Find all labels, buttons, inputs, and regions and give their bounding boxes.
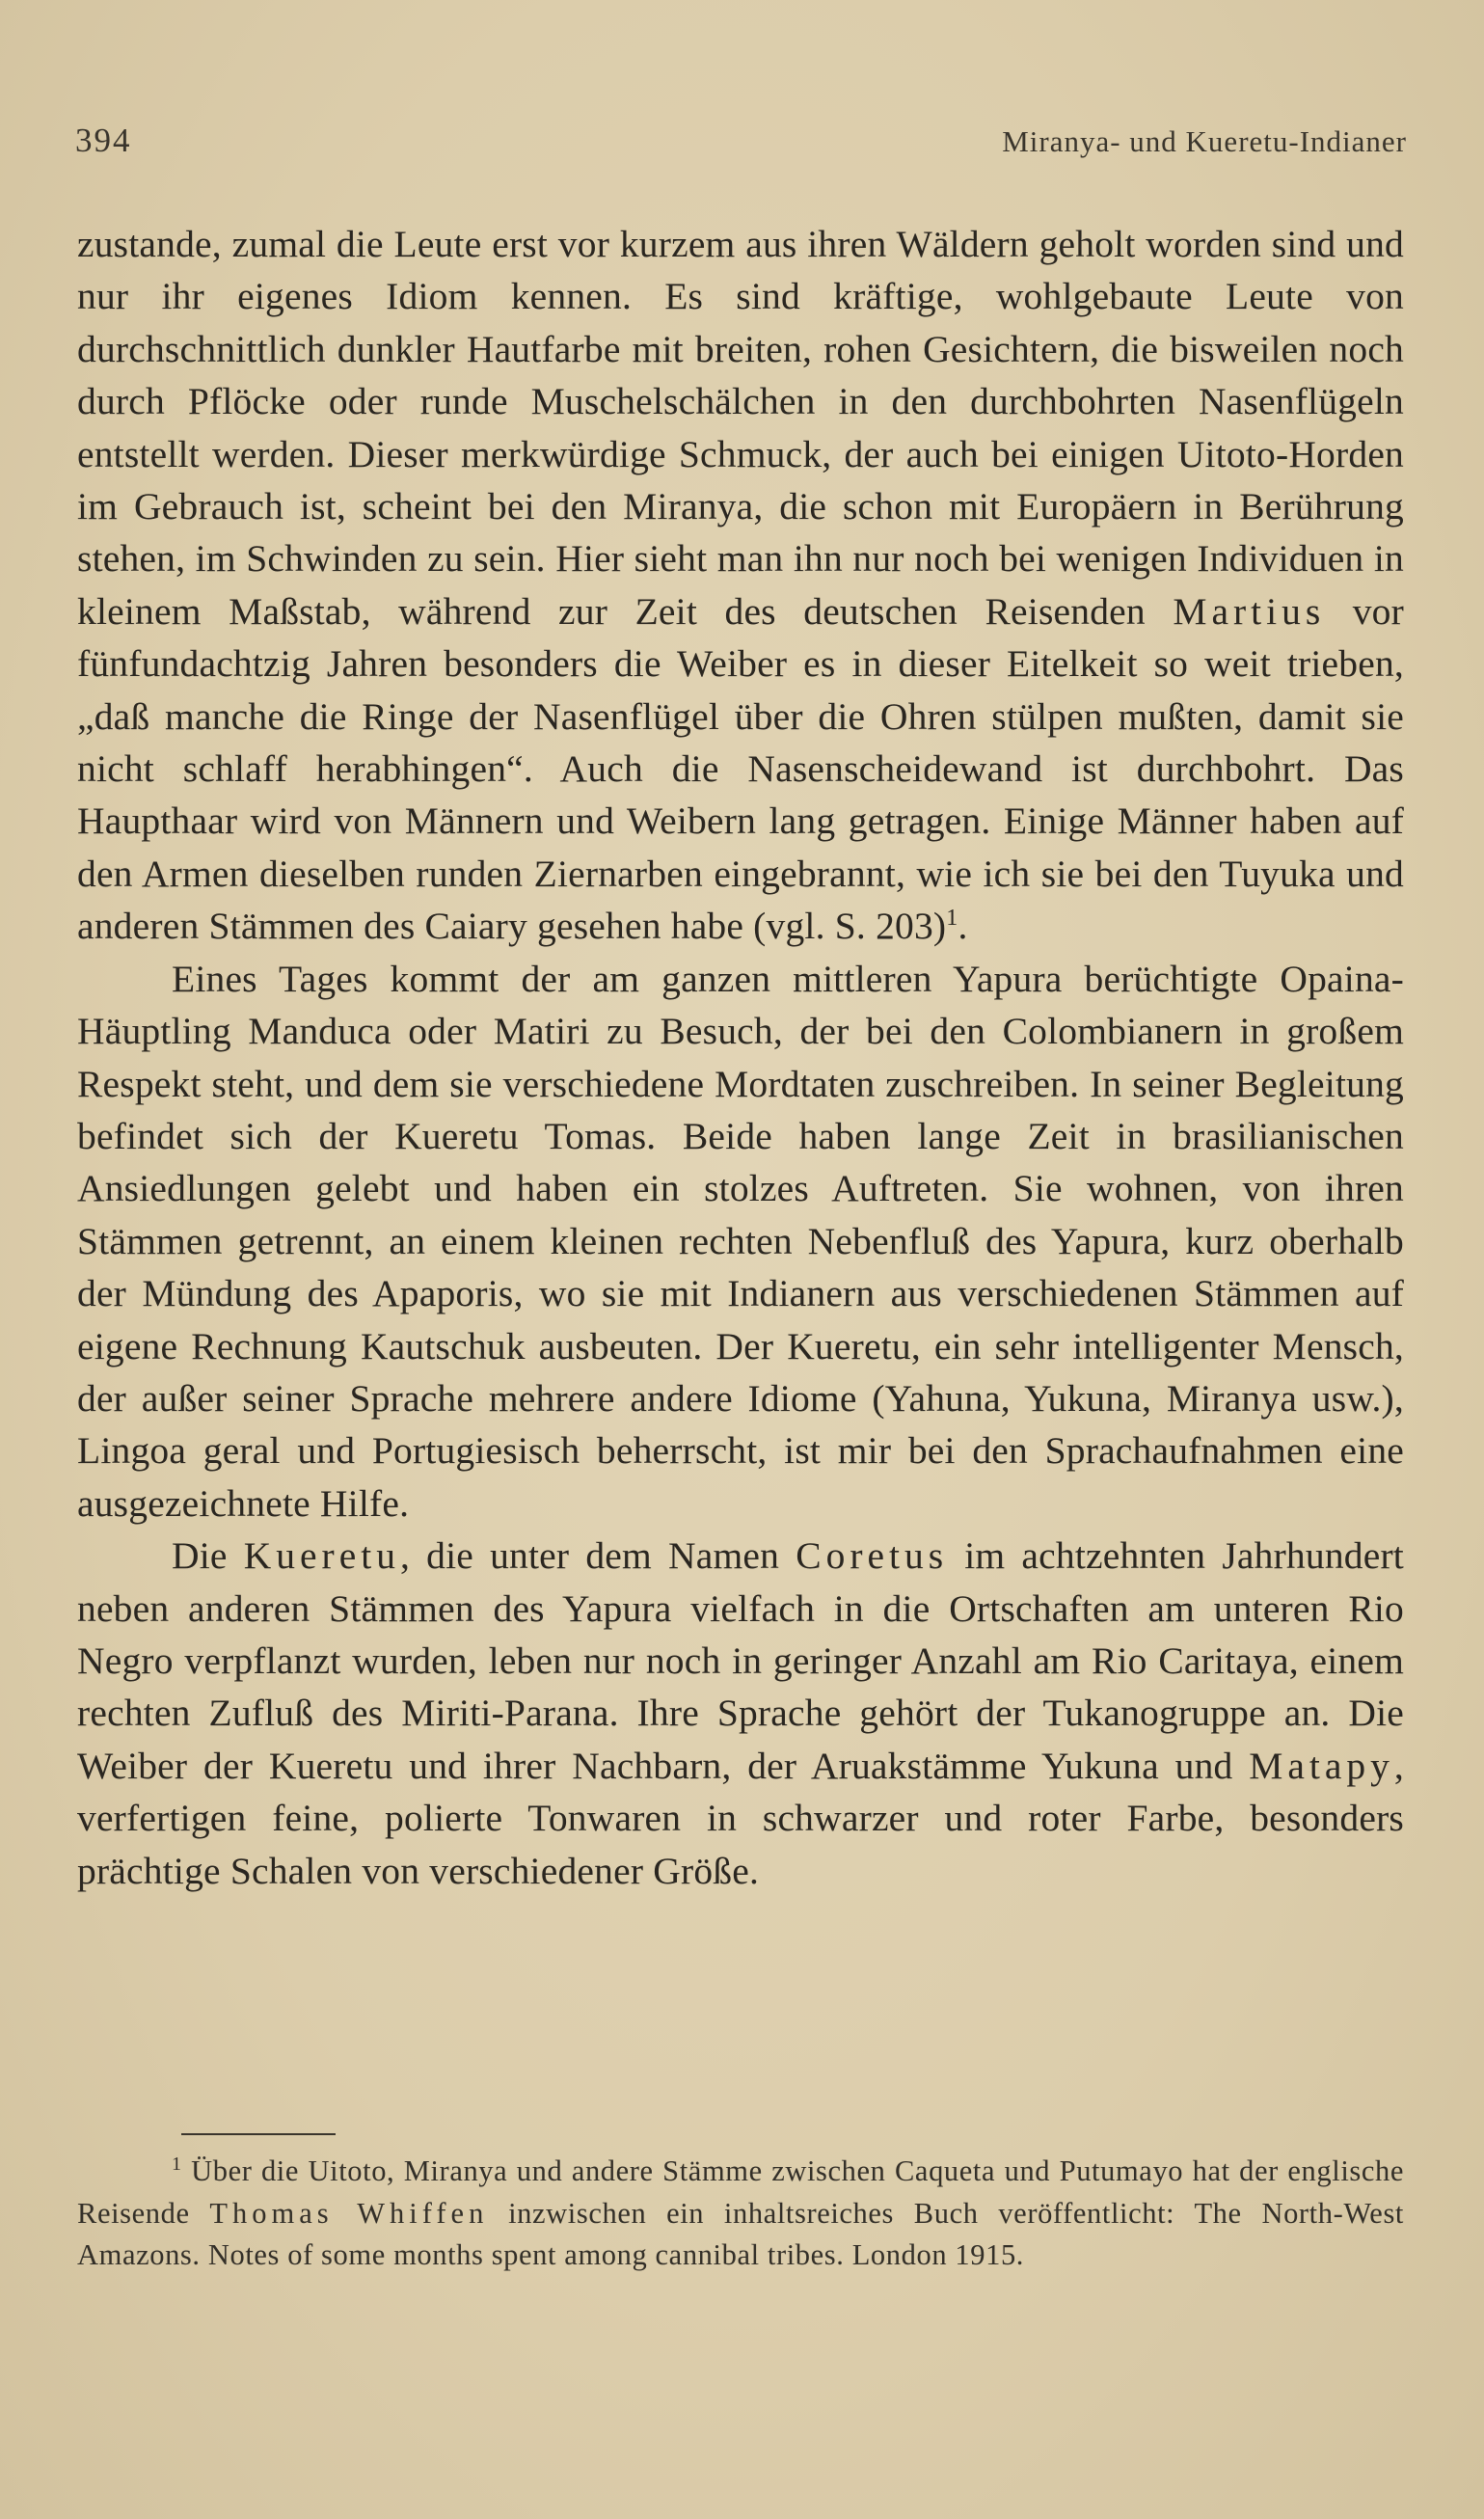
name-tukanogruppe: Tukanogruppe — [1042, 1692, 1266, 1735]
paragraph-2: Eines Tages kommt der am ganzen mittleren Yapura berüchtigte Opaina-Häuptling Manduca oder Matiri zu Besuch, der bei den Colombianern in großem Respekt steht, und dem sie verschiedene Mordtaten zuschreiben. In seiner Begleitung befindet sich der Kueretu Tomas. Beide haben lange Zeit in brasilianischen Ansiedlungen gelebt und haben ein stolzes Auftreten. Sie wohnen, von ihren Stämmen getrennt, an einem kleinen rechten Nebenfluß des Yapura, kurz oberhalb der Mündung des Apaporis, wo sie mit Indianern aus verschiedenen Stämmen auf eigene Rechnung Kautschuk ausbeuten. Der Kueretu, ein sehr intelligenter Mensch, der außer seiner Sprache mehrere andere Idiome (Yahuna, Yukuna, Miranya usw.), Lingoa geral und Portugiesisch beherrscht, ist mir bei den Sprachaufnahmen eine ausgezeichnete Hilfe. — [77, 957, 1404, 1525]
page-number: 394 — [75, 122, 132, 159]
running-title: Miranya- und Kueretu-Indianer — [1002, 124, 1407, 158]
footnote-paragraph — [77, 2151, 1404, 2277]
footnote-text-a: Über die Uitoto, Miranya und andere Stämme zwischen Caqueta und Putumayo hat der englische Reisende — [77, 2154, 1404, 2230]
paragraph-3-text-c: im achtzehnten Jahrhundert neben anderen Stämmen des Yapura vielfach in die Ortschaften am unteren Rio Negro verpflanzt wurden, leben nur noch in geringer Anzahl am Rio Caritaya, einem rechten Zufluß des Miriti-Parana. Ihre Sprache gehört der — [77, 1534, 1404, 1735]
paragraph-1-end: . — [958, 905, 968, 948]
spaced-name-thomas-whiffen: Thomas Whiffen — [209, 2196, 489, 2230]
paragraph-1-text-b: vor fünfundachtzig Jahren besonders die Weiber es in dieser Eitelkeit so weit trieben, „daß manche die Ringe der Nasenflügel über die Ohren stülpen mußten, damit sie nicht schlaff herabhingen“. Auch die Nasenscheidewand ist durchbohrt. Das Haupthaar wird von Männern und Weibern lang getragen. Einige Männer haben auf den Armen dieselben runden Ziernarben eingebrannt, wie ich sie bei den Tuyuka und anderen Stämmen des Caiary gesehen habe (vgl. S. 203) — [77, 589, 1404, 948]
footnote-divider — [181, 2133, 336, 2135]
spaced-name-kueretu: Kueretu — [243, 1534, 400, 1578]
spaced-name-matapy: Matapy — [1249, 1744, 1394, 1787]
main-text — [77, 218, 1404, 1897]
paragraph-3 — [77, 1530, 1404, 1897]
paragraph-3-text-e: , verfertigen feine, polierte Tonwaren in schwarzer und roter Farbe, besonders prächtige Schalen von verschiedener Größe. — [77, 1744, 1404, 1892]
paragraph-1-text-a: zustande, zumal die Leute erst vor kurzem aus ihren Wäldern geholt worden sind und nur ihr eigenes Idiom kennen. Es sind kräftige, wohlgebaute Leute von durchschnittlich dunkler Hautfarbe mit breiten, rohen Gesichtern, die bisweilen noch durch Pflöcke oder runde Muschelschälchen in den durchbohrten Nasenflügeln entstellt werden. Dieser merkwürdige Schmuck, der auch bei einigen Uitoto-Horden im Gebrauch ist, scheint bei den Miranya, die schon mit Europäern in Berührung stehen, im Schwinden zu sein. Hier sieht man ihn nur noch bei wenigen Individuen in kleinem Maßstab, während zur Zeit des deutschen Reisenden — [77, 223, 1404, 633]
spaced-name-coretus: Coretus — [796, 1534, 949, 1578]
footnote-reference: 1 — [946, 906, 958, 932]
paragraph-3-text-b: , die unter dem Namen — [399, 1534, 796, 1578]
paragraph-1 — [77, 218, 1404, 953]
footnote-marker: 1 — [172, 2153, 182, 2175]
footnote — [77, 2151, 1404, 2277]
page-header — [75, 122, 1407, 170]
paragraph-3-text-a: Die — [172, 1534, 244, 1578]
footnote-text-b: inzwischen ein inhaltsreiches Buch veröffentlicht: The North-West Amazons. Notes of some months spent among cannibal tribes. London 1915. — [77, 2196, 1404, 2271]
paragraph-3-text-d: an. Die Weiber der Kueretu und ihrer Nachbarn, der Aruakstämme Yukuna und — [77, 1692, 1404, 1787]
spaced-name-martius: Martius — [1173, 589, 1326, 633]
